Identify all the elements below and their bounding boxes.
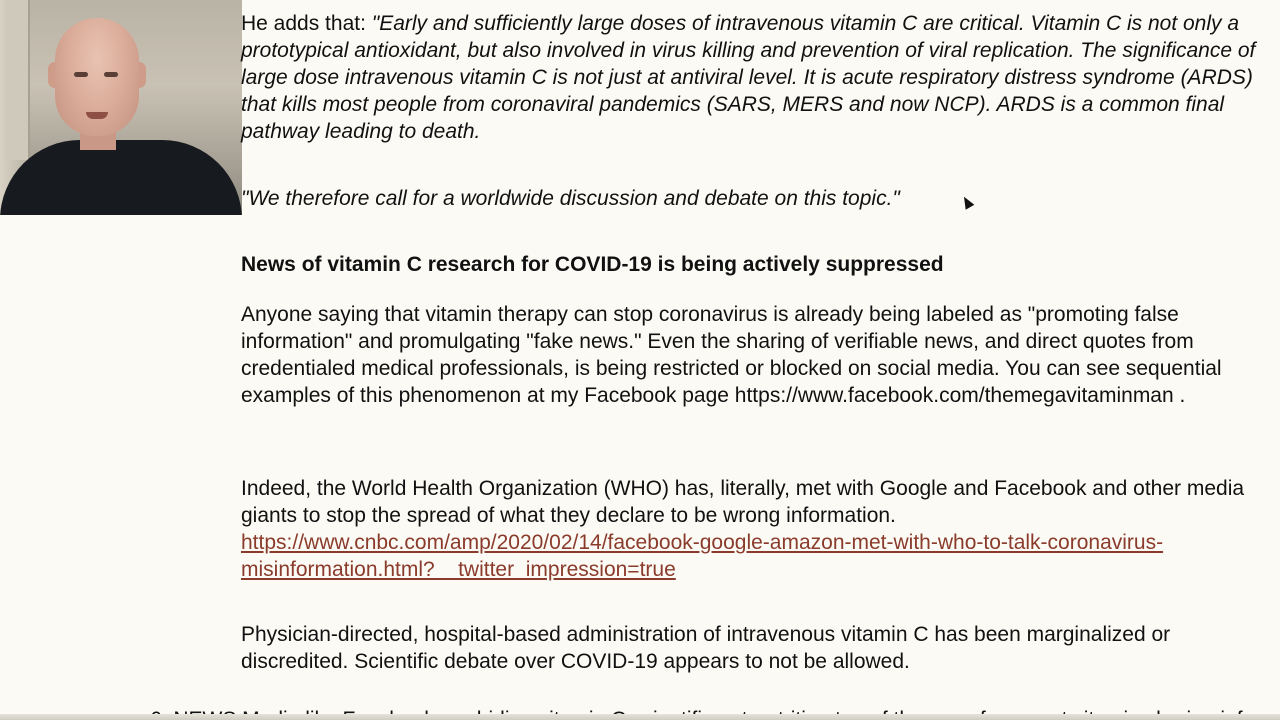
paragraph-who-meeting xyxy=(241,475,1271,583)
webcam-door xyxy=(6,0,30,160)
vitamin-c-quote: "Early and sufficiently large doses of intravenous vitamin C are critical. Vitamin C is not only a prototypical antioxidant, but also involved in virus killing and prevention of viral replication. The significance of large dose intravenous vitamin C is not just at antiviral level. It is acute respiratory distress syndrome (ARDS) that kills most people from coronaviral pandemics (SARS, MERS and now NCP). ARDS is a common final pathway leading to death. xyxy=(241,12,1256,143)
paragraph-who-text: Indeed, the World Health Organization (WHO) has, literally, met with Google and Facebook and other media giants to stop the spread of what they declare to be wrong information. xyxy=(241,477,1245,527)
paragraph-quote-intro xyxy=(241,10,1271,145)
webcam-person-eye xyxy=(104,72,118,77)
section-heading: News of vitamin C research for COVID-19 is being actively suppressed xyxy=(241,253,944,276)
webcam-person-mouth xyxy=(86,112,108,119)
webcam-person-shirt xyxy=(0,140,242,215)
bottom-edge xyxy=(0,714,1280,720)
cnbc-article-link[interactable]: https://www.cnbc.com/amp/2020/02/14/facebook-google-amazon-met-with-who-to-talk-coronavirus-misinformation.html?__twitter_impression=true xyxy=(241,531,1164,581)
webcam-person-eye xyxy=(74,72,88,77)
paragraph-marginalized: Physician-directed, hospital-based administration of intravenous vitamin C has been marginalized or discredited. Scientific debate over COVID-19 appears to not be allowed. xyxy=(241,623,1171,673)
paragraph-prefix: He adds that: xyxy=(241,12,372,35)
webcam-overlay xyxy=(0,0,242,215)
call-for-debate-quote: "We therefore call for a worldwide discussion and debate on this topic." xyxy=(241,187,900,210)
paragraph-suppression: Anyone saying that vitamin therapy can stop coronavirus is already being labeled as "promoting false information" and promulgating "fake news." Even the sharing of verifiable news, and direct quotes from credentialed medical professionals, is being restricted or blocked on social media. You can see sequential examples of this phenomenon at my Facebook page https://www.facebook.com/themegavitaminman . xyxy=(241,303,1222,407)
